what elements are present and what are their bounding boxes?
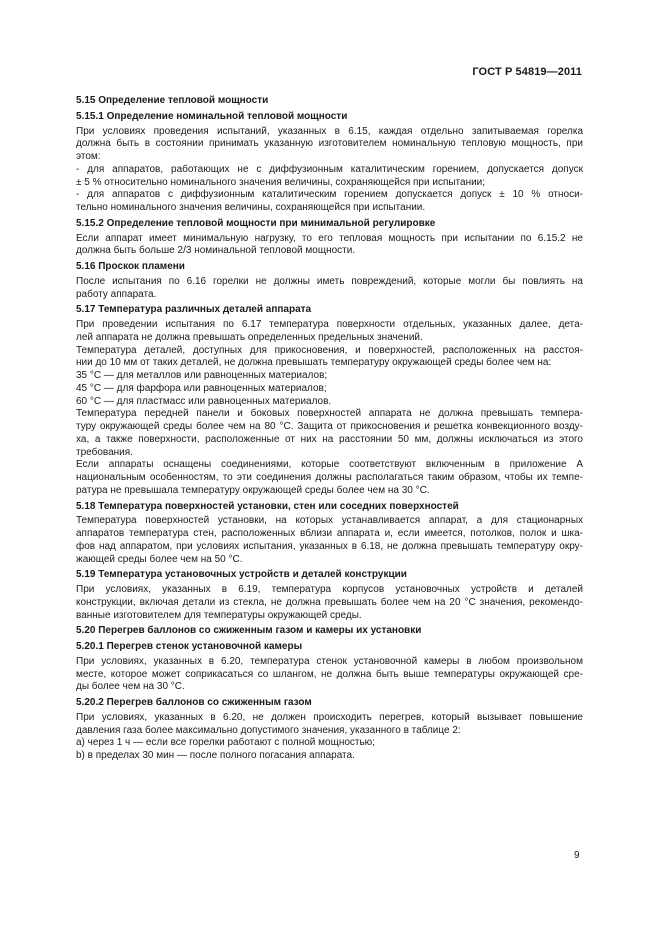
text-line: ха, а также поверхности, расположенные от них на расстоянии 50 мм, должны исключаться из этого: [76, 433, 583, 445]
section-heading: 5.16 Проскок пламени: [76, 261, 185, 272]
text-line: национальным особенностям, то эти соединения должны располагаться таким образом, чтобы их темпе-: [76, 472, 583, 483]
text-line: должна быть больше 2/3 номинальной тепловой мощности.: [76, 245, 356, 257]
paragraph: [76, 396, 583, 409]
text-line: При проведении испытания по 6.17 температура поверхности отдельных, указанных далее, дета-: [76, 319, 583, 330]
paragraph: [76, 584, 583, 622]
section-heading: 5.20.1 Перегрев стенок установочной камеры: [76, 641, 303, 652]
text-line: При условиях проведения испытаний, указанных в 6.15, каждая отдельно запитываемая горелка: [76, 125, 583, 137]
text-line: ратура не превышала температуру окружающей среды более чем на 30 °С.: [76, 484, 430, 496]
section-heading: 5.15 Определение тепловой мощности: [76, 95, 269, 106]
text-line: При условиях, указанных в 6.19, температура корпусов установочных устройств и деталей: [76, 584, 583, 595]
section-heading: 5.17 Температура различных деталей аппарата: [76, 304, 312, 316]
text-line: работу аппарата.: [76, 288, 157, 300]
text-line: 45 °С — для фарфора или равноценных материалов;: [76, 382, 327, 394]
text-line: лей аппарата не должна превышать определенных предельных значений.: [76, 331, 423, 343]
text-line: должна быть в состоянии принимать указанную изготовителем номинальную тепловую мощность, при: [76, 138, 583, 150]
paragraph: [76, 319, 583, 345]
text-line: аппаратов температура стен, расположенных вблизи аппарата и, если имеется, потолков, полок и шка-: [76, 528, 583, 539]
text-line: фов над аппаратом, при условиях испытания, указанных в 6.18, не должна превышать температуру окру-: [76, 540, 583, 552]
text-line: - для аппаратов, работающих не с диффузионным каталитическим горением, допускается допуск: [76, 163, 583, 175]
text-line: 60 °С — для пластмасс или равноценных материалов.: [76, 395, 332, 407]
text-line: ванные изготовителем для температуры окружающей среды.: [76, 609, 362, 621]
text-line: жающей среды более чем на 50 °С.: [76, 553, 243, 565]
text-line: 35 °С — для металлов или равноценных материалов;: [76, 370, 328, 381]
text-line: - для аппаратов с диффузионным каталитическим горением допускается допуск ± 10 % относи-: [76, 189, 583, 201]
paragraph: [76, 656, 583, 694]
paragraph: [76, 345, 583, 371]
paragraph: [76, 737, 583, 750]
text-line: ± 5 % относительно номинального значения величины, сохраняющейся при испытании;: [76, 176, 486, 188]
paragraph: [76, 408, 583, 459]
text-line: тельно номинального значения величины, сохраняющейся при испытании.: [76, 202, 426, 213]
section-heading: 5.15.2 Определение тепловой мощности при минимальной регулировке: [76, 217, 436, 229]
text-line: Температура поверхностей установки, на которых устанавливается аппарат, а для стационарных: [76, 515, 583, 527]
section-heading: 5.19 Температура установочных устройств и деталей конструкции: [76, 569, 407, 581]
text-line: ды более чем на 30 °С.: [76, 681, 185, 693]
text-line: этом:: [76, 151, 101, 162]
paragraph: [76, 189, 583, 215]
text-line: a) через 1 ч — если все горелки работают с полной мощностью;: [76, 737, 375, 749]
paragraph: [76, 459, 583, 497]
text-line: При условиях, указанных в 6.20, не должен происходить перегрев, который вызывает повышение: [76, 711, 583, 723]
text-line: конструкции, включая детали из стекла, не должна превышать более чем на 20 °С значения, рекомендо-: [76, 596, 583, 608]
text-line: Если аппарат имеет минимальную нагрузку, то его тепловая мощность при испытании по 6.15.2 не: [76, 232, 583, 244]
text-line: Если аппараты оснащены соединениями, которые соответствуют включенным в приложение А: [76, 459, 583, 471]
text-line: После испытания по 6.16 горелки не должны иметь повреждений, которые могли бы повлиять на: [76, 275, 583, 287]
document-body: [76, 95, 583, 763]
text-line: месте, которое может соприкасаться со шлангом, не должна быть выше температуры окружающей сре-: [76, 668, 583, 680]
paragraph: [76, 383, 583, 396]
text-line: Температура передней панели и боковых поверхностей аппарата не должна превышать темпера-: [76, 408, 583, 420]
paragraph: [76, 126, 583, 164]
text-line: При условиях, указанных в 6.20, температура стенок установочной камеры в любом произвольном: [76, 655, 583, 667]
section-heading: 5.15.1 Определение номинальной тепловой мощности: [76, 110, 348, 122]
section-heading: 5.20 Перегрев баллонов со сжиженным газом и камеры их установки: [76, 625, 422, 637]
page-number: 9: [574, 850, 580, 861]
paragraph: [76, 712, 583, 738]
document-id-header: ГОСТ Р 54819—2011: [472, 66, 582, 78]
paragraph: [76, 515, 583, 566]
text-line: туру окружающей среды более чем на 80 °С. Защита от прикосновения и решетка конвекционного возду-: [76, 421, 583, 432]
section-heading: 5.20.2 Перегрев баллонов со сжиженным газом: [76, 697, 312, 708]
text-line: давления газа более максимально допустимого значения, указанного в таблице 2:: [76, 724, 461, 736]
text-line: b) в пределах 30 мин — после полного погасания аппарата.: [76, 750, 355, 761]
paragraph: [76, 750, 583, 763]
text-line: нии до 10 мм от таких деталей, не должна превышать температуру окружающей среды более чем на:: [76, 357, 552, 369]
text-line: Температура деталей, доступных для прикосновения, и поверхностей, расположенных на расстоя-: [76, 344, 583, 356]
text-line: требования.: [76, 446, 133, 458]
paragraph: [76, 164, 583, 190]
paragraph: [76, 370, 583, 383]
paragraph: [76, 276, 583, 302]
section-heading: 5.18 Температура поверхностей установки, стен или соседних поверхностей: [76, 500, 459, 512]
paragraph: [76, 233, 583, 259]
